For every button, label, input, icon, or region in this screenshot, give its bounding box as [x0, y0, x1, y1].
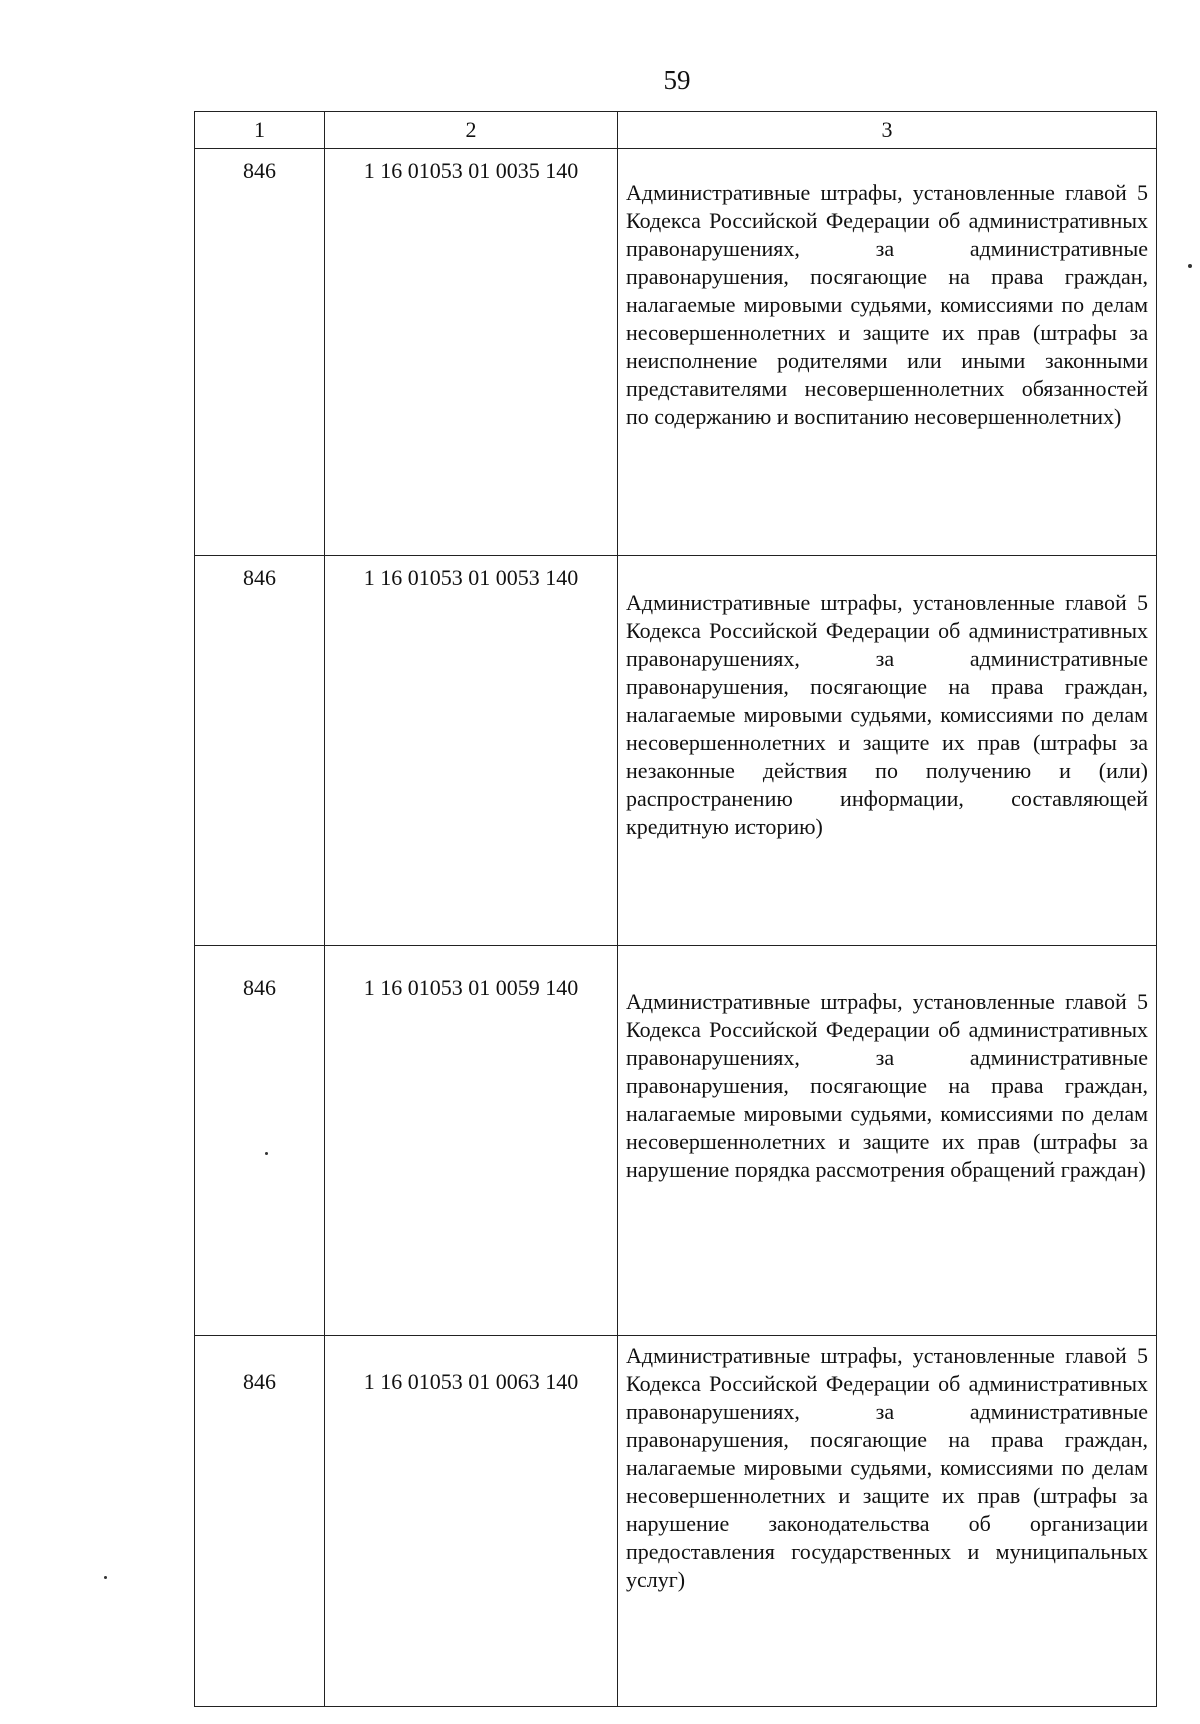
description-text: Административные штрафы, установленные главой 5 Кодекса Российской Федерации об административных правонарушениях, за административные правонарушения, посягающие на права граждан, налагаемые мировыми судьями, комиссиями по делам несовершеннолетних и защите их прав (штрафы за неисполнение родителями или иными законными представителями несовершеннолетних обязанностей по содержанию и воспитанию несовершеннолетних): [626, 180, 1148, 429]
admin-code-cell: 846: [195, 556, 325, 946]
budget-codes-table: [194, 111, 1157, 1707]
column-header-3: 3: [618, 112, 1157, 149]
description-cell: [618, 946, 1157, 1336]
description-cell: [618, 149, 1157, 556]
scan-speck: [104, 1576, 107, 1579]
table-row: [195, 149, 1157, 556]
description-cell: [618, 1336, 1157, 1707]
column-header-2: 2: [325, 112, 618, 149]
page-number: 59: [663, 65, 691, 95]
column-header-1: 1: [195, 112, 325, 149]
admin-code-cell: 846: [195, 946, 325, 1336]
description-text: Административные штрафы, установленные главой 5 Кодекса Российской Федерации об административных правонарушениях, за административные правонарушения, посягающие на права граждан, налагаемые мировыми судьями, комиссиями по делам несовершеннолетних и защите их прав (штрафы за незаконные действия по получению и (или) распространению информации, составляющей кредитную историю): [626, 590, 1148, 839]
scan-speck: [1188, 264, 1192, 268]
budget-code-cell: 1 16 01053 01 0035 140: [325, 149, 618, 556]
admin-code-cell: 846: [195, 1336, 325, 1707]
budget-code-cell: 1 16 01053 01 0063 140: [325, 1336, 618, 1707]
table-row: [195, 946, 1157, 1336]
admin-code-cell: 846: [195, 149, 325, 556]
table-header-row: [195, 112, 1157, 149]
table-row: [195, 1336, 1157, 1707]
description-text: Административные штрафы, установленные главой 5 Кодекса Российской Федерации об административных правонарушениях, за административные правонарушения, посягающие на права граждан, налагаемые мировыми судьями, комиссиями по делам несовершеннолетних и защите их прав (штрафы за нарушение законодательства об организации предоставления государственных и муниципальных услуг): [626, 1343, 1148, 1592]
scan-speck: [265, 1152, 268, 1155]
budget-code-cell: 1 16 01053 01 0053 140: [325, 556, 618, 946]
description-text: Административные штрафы, установленные главой 5 Кодекса Российской Федерации об административных правонарушениях, за административные правонарушения, посягающие на права граждан, налагаемые мировыми судьями, комиссиями по делам несовершеннолетних и защите их прав (штрафы за нарушение порядка рассмотрения обращений граждан): [626, 989, 1148, 1182]
budget-code-cell: 1 16 01053 01 0059 140: [325, 946, 618, 1336]
description-cell: [618, 556, 1157, 946]
table-row: [195, 556, 1157, 946]
